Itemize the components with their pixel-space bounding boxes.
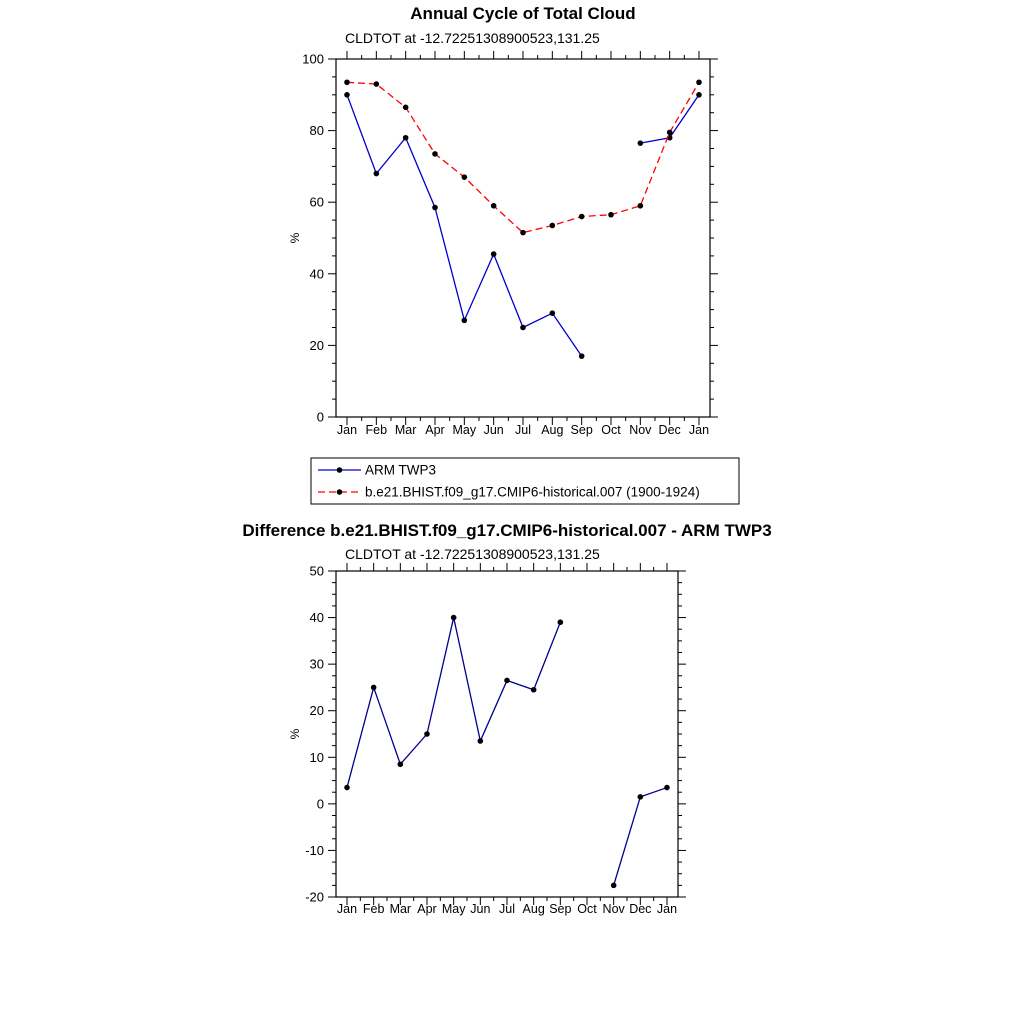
x-tick-label: Aug [541, 423, 564, 437]
x-tick-label: Jul [499, 902, 515, 916]
y-tick-label: 20 [309, 703, 324, 719]
data-point-marker [432, 205, 438, 211]
data-point-marker [451, 615, 457, 621]
annual-cycle-chart [288, 4, 739, 504]
data-point-marker [374, 81, 380, 87]
x-tick-label: Oct [577, 902, 597, 916]
axis-ticks [328, 563, 686, 905]
data-point-marker [462, 174, 468, 180]
y-tick-label: -20 [305, 889, 324, 905]
series-line-0 [347, 618, 667, 886]
data-point-marker [504, 678, 510, 684]
data-point-marker [667, 130, 673, 136]
y-tick-label: 60 [309, 194, 324, 210]
y-axis-label: % [288, 232, 302, 244]
data-point-marker [611, 883, 617, 889]
data-point-marker [579, 214, 585, 220]
y-axis-label: % [288, 728, 302, 740]
data-point-marker [432, 151, 438, 157]
plot-frame [336, 571, 678, 897]
data-point-marker [491, 203, 497, 209]
x-tick-label: May [441, 902, 466, 916]
y-tick-label: 40 [309, 610, 324, 626]
y-tick-label: -10 [305, 842, 324, 858]
x-tick-label: Oct [601, 423, 621, 437]
data-point-marker [344, 79, 350, 85]
difference-chart [242, 521, 771, 916]
data-point-marker [664, 785, 670, 791]
data-point-marker [462, 318, 468, 324]
x-tick-label: Dec [629, 902, 652, 916]
y-tick-label: 80 [309, 123, 324, 139]
x-tick-label: Jun [483, 423, 504, 437]
x-tick-label: Aug [522, 902, 545, 916]
legend-label: b.e21.BHIST.f09_g17.CMIP6-historical.007 (1900-1924) [365, 484, 700, 500]
data-point-marker [371, 685, 377, 691]
x-tick-label: May [452, 423, 477, 437]
x-tick-label: Jun [470, 902, 491, 916]
data-point-marker [403, 135, 409, 141]
x-tick-label: Sep [549, 902, 572, 916]
data-point-marker [696, 79, 702, 85]
data-point-marker [403, 105, 409, 111]
chart-subtitle: CLDTOT at -12.72251308900523,131.25 [345, 546, 600, 562]
x-tick-label: Nov [629, 423, 652, 437]
data-point-marker [579, 353, 585, 359]
x-tick-label: Jan [336, 423, 358, 437]
x-tick-label: Mar [389, 902, 412, 916]
series-line-1 [347, 82, 699, 232]
data-point-marker [531, 687, 537, 693]
y-tick-label: 10 [309, 749, 324, 765]
data-point-marker [520, 230, 526, 236]
legend-marker [337, 467, 343, 473]
data-point-marker [424, 731, 430, 737]
data-point-marker [550, 310, 556, 316]
data-point-marker [374, 171, 380, 177]
data-point-marker [638, 794, 644, 800]
data-point-marker [398, 761, 404, 767]
data-point-marker [478, 738, 484, 744]
y-tick-label: 100 [302, 51, 324, 67]
series-line-0 [347, 95, 699, 356]
x-tick-label: Dec [658, 423, 681, 437]
legend [311, 458, 739, 504]
x-tick-label: Jul [515, 423, 531, 437]
x-tick-label: Nov [602, 902, 625, 916]
data-point-marker [344, 92, 350, 98]
data-point-marker [550, 223, 556, 229]
y-tick-label: 50 [309, 563, 324, 579]
y-tick-label: 40 [309, 266, 324, 282]
x-tick-label: Feb [365, 423, 388, 437]
x-tick-label: Apr [425, 423, 445, 437]
y-tick-label: 20 [309, 337, 324, 353]
legend-label: ARM TWP3 [365, 462, 437, 478]
data-point-marker [638, 203, 644, 209]
axis-ticks [328, 51, 718, 425]
legend-marker [337, 489, 343, 495]
data-point-marker [638, 140, 644, 146]
x-tick-label: Mar [394, 423, 417, 437]
data-point-marker [344, 785, 350, 791]
data-point-marker [696, 92, 702, 98]
x-tick-label: Feb [362, 902, 385, 916]
chart-subtitle: CLDTOT at -12.72251308900523,131.25 [345, 30, 600, 46]
plot-frame [336, 59, 710, 417]
y-tick-label: 30 [309, 656, 324, 672]
x-tick-label: Apr [417, 902, 437, 916]
data-point-marker [558, 619, 564, 625]
data-point-marker [520, 325, 526, 331]
x-tick-label: Jan [688, 423, 710, 437]
data-point-marker [491, 251, 497, 257]
y-tick-label: 0 [316, 409, 324, 425]
x-tick-label: Jan [336, 902, 358, 916]
chart-title: Difference b.e21.BHIST.f09_g17.CMIP6-historical.007 - ARM TWP3 [242, 521, 772, 540]
data-point-marker [608, 212, 614, 218]
y-tick-label: 0 [316, 796, 324, 812]
chart-title: Annual Cycle of Total Cloud [410, 4, 636, 23]
x-tick-label: Jan [656, 902, 678, 916]
x-tick-label: Sep [570, 423, 593, 437]
